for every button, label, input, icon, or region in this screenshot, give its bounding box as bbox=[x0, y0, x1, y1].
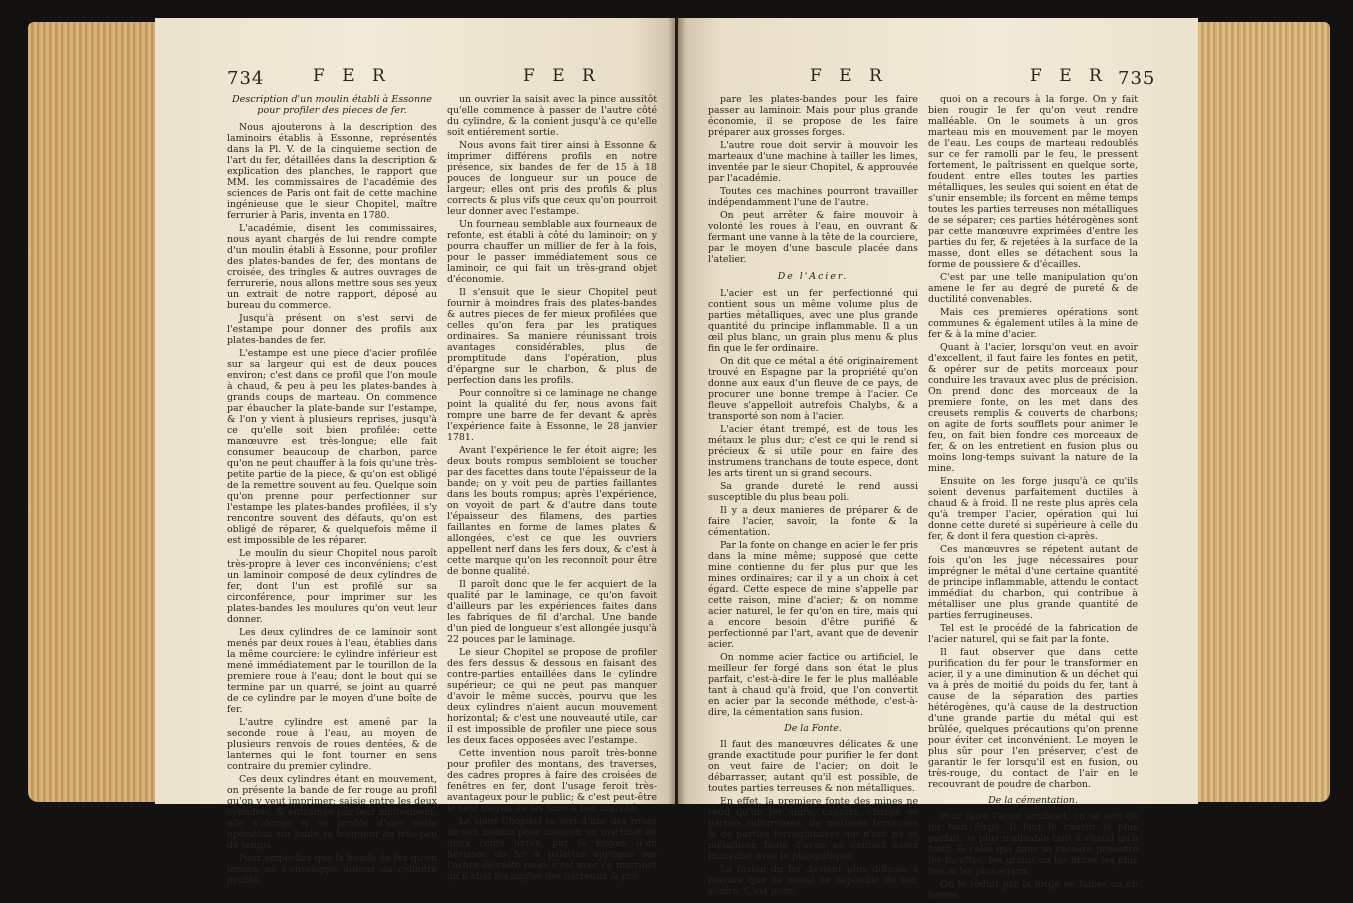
page-number-left: 734 bbox=[227, 68, 265, 89]
paragraph: Pour faire l'acier artificiel, on se sert de fer tout forgé. Il faut le choisir le plus parfait, le plus malléable tant à chaud qu'à froid, & celui qui dans sa cassure présente les facettes, les grains ou les fibres les plus fins & les plus égaux. bbox=[928, 811, 1138, 877]
right-page-edges bbox=[1180, 22, 1330, 802]
paragraph: Quant à l'acier, lorsqu'on veut en avoir d'excellent, il faut faire les fontes en petit, & opérer sur de petits morceaux pour conduire les travaux avec plus de précision. On prend donc des morceaux de la premiere fonte, on les met dans des creusets remplis & couverts de charbons; on agite de forts soufflets pour animer le feu, on fait bien fondre ces morceaux de fer, & on les entretient en fusion plus ou moins long-temps suivant la nature de la mine. bbox=[928, 342, 1138, 474]
section-subheading: De la cémentation. bbox=[988, 795, 1078, 806]
left-page bbox=[155, 18, 675, 886]
paragraph: L'académie, disent les commissaires, nous ayant chargés de lui rendre compte d'un moulin établi à Essonne, pour profiler des plates-bandes de fer, des montans de croisée, des tringles & autres ouvrages de ferrurerie, nous allons mettre sous ses yeux un extrait de notre rapport, déposé au bureau du commerce. bbox=[227, 223, 437, 311]
paragraph: Il paroît donc que le fer acquiert de la qualité par le laminage, ce qu'on favoit d'ailleurs par les expériences faites dans les fabriques de fil d'archal. Une bande d'un pied de longueur s'est allongée jusqu'à 22 pouces par le laminage. bbox=[447, 579, 657, 645]
right-page-column-1 bbox=[708, 94, 918, 899]
paragraph: Le sieur Chopitel se sert d'une des roues de son moulin pour mouvoir un martinet de deux cents livres, par le moyen d'un hérisson de fer à palettes appliqué sur l'arbre de cette roue; c'est avec ce martinet qu'il abat les angles des barreaux & pré- bbox=[447, 816, 657, 882]
paragraph: L'autre cylindre est amené par la seconde roue à l'eau, au moyen de plusieurs renvois de roues dentées, & de lanternes qui le font tourner en sens contraire du premier cylindre. bbox=[227, 717, 437, 772]
paragraph: Un fourneau semblable aux fourneaux de refonte, est établi à côté du laminoir; on y pourra chauffer un millier de fer à la fois, pour le passer immédiatement sous ce laminoir, ce qui fait un très-grand objet d'économie. bbox=[447, 219, 657, 285]
left-page-column-2 bbox=[447, 94, 657, 884]
right-page-column-2 bbox=[928, 94, 1138, 903]
running-head-right-1: F E R bbox=[810, 66, 888, 86]
book-gutter bbox=[668, 18, 686, 804]
paragraph: Jusqu'à présent on s'est servi de l'estampe pour donner des profils aux plates-bandes de fer. bbox=[227, 313, 437, 346]
paragraph: La fusion du fer devient plus difficile à mesure que ce métal se dépouille de son soufre. C'est pour- bbox=[708, 864, 918, 897]
paragraph: Il faut observer que dans cette purification du fer pour le transformer en acier, il y a une diminution & un déchet qui va à près de moitié du poids du fer, tant à cause de la séparation des parties hétérogènes, qu'à cause de la destruction d'une grande partie du métal qui est brûlée, quelques précautions qu'on prenne pour éviter cet inconvénient. Le moyen le plus sûr pour l'en préserver, c'est de garantir le fer lorsqu'il est en fusion, ou très-rouge, du contact de l'air en le recouvrant de poudre de charbon. bbox=[928, 647, 1138, 790]
paragraph: Cette invention nous paroît très-bonne pour profiler des montans, des traverses, des cadres propres à faire des croisées de fenêtres en fer, dont l'usage feroit très-avantageux pour le public; & c'est peut-être le seul moyen de les faire à bon marché. bbox=[447, 748, 657, 814]
left-page-header bbox=[155, 62, 675, 92]
right-page-header bbox=[678, 62, 1198, 92]
paragraph: L'autre roue doit servir à mouvoir les marteaux d'une machine à tailler les limes, inventée par le sieur Chopitel, & approuvée par l'académie. bbox=[708, 140, 918, 184]
page-number-right: 735 bbox=[1118, 68, 1156, 89]
paragraph: Par la fonte on change en acier le fer pris dans la mine même; supposé que cette mine contienne du fer plus pur que les mines ordinaires; car il y a un choix à cet égard. Cette espece de mine s'appelle par cette raison, mine d'acier; & on nomme acier naturel, le fer qu'on en tire, mais qui a encore besoin d'être purifié & perfectionné par l'art, avant que de devenir acier. bbox=[708, 540, 918, 650]
paragraph: Toutes ces machines pourront travailler indépendamment l'une de l'autre. bbox=[708, 186, 918, 208]
paragraph: quoi on a recours à la forge. On y fait bien rougir le fer qu'on veut rendre malléable. On le soumets à un gros marteau mis en mouvement par le moyen de l'eau. Les coups de marteau redoublés sur ce fer ramolli par le feu, le pressent fortement, le paîtrissent en quelque sorte, foudent entre elles toutes les parties métalliques, les seules qui soient en état de s'unir ensemble; ils forcent en même temps toutes les parties terreuses non métalliques de se séparer; ces parties hétérogènes sont par cette manœuvre exprimées d'entre les parties du fer, & rejetées à la surface de la masse, dont elles se détachent sous la forme de poussiere & d'écailles. bbox=[928, 94, 1138, 270]
paragraph: Ces manœuvres se répetent autant de fois qu'on les juge nécessaires pour imprégner le métal d'une certaine quantité de principe inflammable, attendu le contact immédiat du charbon, qui contribue à métalliser une plus grande quantité de parties ferrugineuses. bbox=[928, 544, 1138, 621]
left-page-column-1 bbox=[227, 94, 437, 888]
paragraph: Sa grande dureté le rend aussi susceptible du plus beau poli. bbox=[708, 481, 918, 503]
paragraph: En effet, la premiere fonte des mines ne rend qu'un fer aigre, cassant, chargé de parties sulfureuses, de matieres terreuses & de parties ferrugineuses qui n'ont pu se métalliser, faute d'avoir eu contact assez immédiat avec le phlogistique. bbox=[708, 796, 918, 862]
paragraph: On le réduit par la forge en lames ou en barres bbox=[928, 879, 1138, 901]
paragraph: Pour connoître si ce laminage ne change point la qualité du fer, nous avons fait rompre une barre de fer devant & après l'expérience faite à Essonne, le 28 janvier 1781. bbox=[447, 388, 657, 443]
paragraph: Le sieur Chopitel se propose de profiler des fers dessus & dessous en faisant des contre-parties entaillées dans le cylindre supérieur; ce qui ne peut pas manquer d'avoir le même succès, pourvu que les deux cylindres n'aient aucun mouvement horizontal; & c'est une nouveauté utile, car il est impossible de profiler une piece sous les deux faces opposées avec l'estampe. bbox=[447, 647, 657, 746]
paragraph: L'acier étant trempé, est de tous les métaux le plus dur; c'est ce qui le rend si précieux & si utile pour en faire des instrumens tranchans de toute espece, dont les arts tirent un si grand secours. bbox=[708, 424, 918, 479]
section-subheading: De la Fonte. bbox=[784, 723, 842, 734]
paragraph: Pour empêcher que la bande de fer qu'on lamine ne s'enveloppe autour du cylindre profilé, bbox=[227, 853, 437, 886]
paragraph: Il s'ensuit que le sieur Chopitel peut fournir à moindres frais des plates-bandes & autres pieces de fer mieux profilées que celles qu'on fera par les pratiques ordinaires. Sa maniere réunissant trois avantages considérables, plus de promptitude dans l'opération, plus d'épargne sur le charbon, & plus de perfection dans les profils. bbox=[447, 287, 657, 386]
paragraph: un ouvrier la saisit avec la pince aussitôt qu'elle commence à passer de l'autre côté du cylindre, & la conient jusqu'à ce qu'elle soit entiérement sortie. bbox=[447, 94, 657, 138]
paragraph: Le moulin du sieur Chopitel nous paroît très-propre à lever ces inconvéniens; c'est un laminoir composé de deux cylindres de fer, dont l'un est profilé sur sa circonférence, pour imprimer sur les plates-bandes les moulures qu'on veut leur donner. bbox=[227, 548, 437, 625]
running-head-left-2: F E R bbox=[523, 66, 601, 86]
paragraph: Tel est le procédé de la fabrication de l'acier naturel, qui se fait par la fonte. bbox=[928, 623, 1138, 645]
paragraph: On dit que ce métal a été originairement trouvé en Espagne par la propriété qu'on donne aux eaux d'un fleuve de ce pays, de procurer une bonne trempe à l'acier. Ce fleuve s'appelloit autrefois Chalybs, & a transporté son nom à l'acier. bbox=[708, 356, 918, 422]
paragraph: Nous ajouterons à la description des laminoirs établis à Essonne, représentés dans la Pl. V. de la cinquieme section de l'art du fer, détaillées dans la description & explication des planches, le rapport que MM. les commissaires de l'académie des sciences de Paris ont fait de cette machine ingénieuse que le sieur Chopitel, maître ferrurier à Paris, inventa en 1780. bbox=[227, 122, 437, 221]
paragraph: Il y a deux manieres de préparer & de faire l'acier, savoir, la fonte & la cémentation. bbox=[708, 505, 918, 538]
running-head-right-2: F E R bbox=[1030, 66, 1108, 86]
paragraph: Ensuite on les forge jusqu'à ce qu'ils soient devenus parfaitement ductiles à chaud & à froid. Il ne reste plus après cela qu'à tremper l'acier, opération qui lui donne cette dureté si supérieure à celle du fer, & dont il fera question ci-après. bbox=[928, 476, 1138, 542]
running-head-left-1: F E R bbox=[313, 66, 391, 86]
paragraph: Avant l'expérience le fer étoit aigre; les deux bouts rompus sembloient se toucher par des facettes dans toute l'épaisseur de la bande; on y voit peu de parties faillantes dans les bouts rompus; après l'expérience, on voyoit de part & d'autre dans toute l'épaisseur des filamens, des parties faillantes en forme de lames plates & allongées, c'est ce que les ouvriers appellent nerf dans les fers doux, & c'est à cette marque qu'on les reconnoît pour être de bonne qualité. bbox=[447, 445, 657, 577]
paragraph: L'estampe est une piece d'acier profilée sur sa largeur qui est de deux pouces environ; c'est dans ce profil que l'on moule à chaud, & peu à peu les plates-bandes à grands coups de marteau. On commence par ébaucher la plate-bande sur l'estampe, & l'on y vient à plusieurs reprises, jusqu'à ce qu'elle soit bien profilée: cette manœuvre est très-longue; elle fait consumer beaucoup de charbon, parce qu'on ne peut chauffer à la fois qu'une très-petite partie de la piece, & qu'on est obligé de la remettre souvent au feu. Quelque soin qu'on prenne pour perfectionner sur l'estampe les plates-bandes profilées, il s'y rencontre souvent des défauts, qu'on est obligé de réparer, & quelquefois même il est impossible de les réparer. bbox=[227, 348, 437, 546]
paragraph: Il faut des manœuvres délicates & une grande exactitude pour purifier le fer dont on veut faire de l'acier; on doit le débarrasser, autant qu'il est possible, de toutes parties terreuses & non métalliques. bbox=[708, 739, 918, 794]
paragraph: On peut arrêter & faire mouvoir à volonté les roues à l'eau, en ouvrant & fermant une vanne à la tête de la courciere, par le moyen d'une bascule placée dans l'atelier. bbox=[708, 210, 918, 265]
paragraph: Mais ces premieres opérations sont communes & également utiles à la mine de fer & à la mine d'acier. bbox=[928, 307, 1138, 340]
paragraph: C'est par une telle manipulation qu'on amene le fer au degré de pureté & de ductilité convenables. bbox=[928, 272, 1138, 305]
section-subheading: De l'Acier. bbox=[777, 271, 849, 282]
paragraph: Les deux cylindres de ce laminoir sont menés par deux roues à l'eau, établies dans la même courciere: le cylindre inférieur est mené immédiatement par le tourillon de la premiere roue à l'eau; dont le bout qui se termine par un quarré, se joint au quarré de ce cylindre par le moyen d'une boîte de fer. bbox=[227, 627, 437, 715]
right-page bbox=[678, 18, 1198, 901]
paragraph: On nomme acier factice ou artificiel, le meilleur fer forgé dans son état le plus parfait, c'est-à-dire le fer le plus malléable tant à chaud qu'à froid, que l'on convertit en acier par la seconde méthode, c'est-à-dire, la cémentation sans fusion. bbox=[708, 652, 918, 718]
paragraph: Nous avons fait tirer ainsi à Essonne & imprimer différens profils en notre présence, six bandes de fer de 15 à 18 pouces de longueur sur un pouce de largeur; elles ont pris des profils & plus corrects & plus vifs que ceux qu'on pourroit leur donner avec l'estampe. bbox=[447, 140, 657, 217]
section-caption: Description d'un moulin établi à Essonne pour profiler des pieces de fer. bbox=[231, 94, 432, 116]
paragraph: Ces deux cylindres étant en mouvement, on présente la bande de fer rouge au profil qu'on y veut imprimer; saisie entre les deux cylindres, & entraînée par leur mouvement, elle s'alonge & se profile d'une seule opération sur toute sa longueur en très-peu de temps. bbox=[227, 774, 437, 851]
paragraph: L'acier est un fer perfectionné qui contient sous un même volume plus de parties métalliques, avec une plus grande quantité du principe inflammable. Il a un œil plus blanc, un grain plus menu & plus fin que le fer ordinaire. bbox=[708, 288, 918, 354]
paragraph: pare les plates-bandes pour les faire passer au laminoir. Mais pour plus grande économie, il se propose de les faire préparer aux grosses forges. bbox=[708, 94, 918, 138]
